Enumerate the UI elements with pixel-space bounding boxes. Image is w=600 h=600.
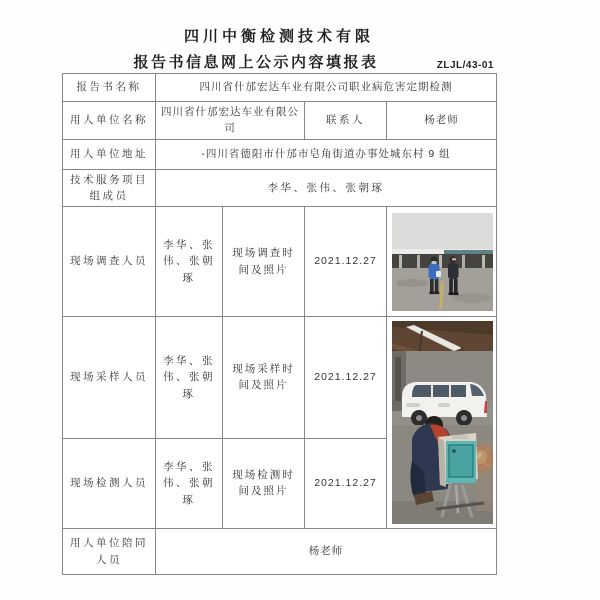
company-title: 四川中衡检测技术有限 <box>183 28 374 45</box>
sampling-testing-photo-cell <box>387 317 497 529</box>
sampling-members: 李华、张伟、张朝琢 <box>156 317 223 439</box>
project-team-label: 技术服务项目组成员 <box>63 169 156 207</box>
employer-name-value: 四川省什邡宏达车业有限公司 <box>156 102 305 140</box>
sampling-label: 现场采样人员 <box>63 317 156 439</box>
row-site-survey <box>63 207 497 317</box>
survey-members: 李华、张伟、张朝琢 <box>156 207 223 317</box>
escort-label: 用人单位陪同人员 <box>63 529 156 575</box>
survey-time-label: 现场调查时间及照片 <box>223 207 305 317</box>
employer-address-label: 用人单位地址 <box>63 139 156 169</box>
form-code: ZLJL/43-01 <box>436 59 494 71</box>
survey-photo-cell <box>387 207 497 317</box>
project-team-value: 李华、张伟、张朝琢 <box>156 169 497 207</box>
row-employer-name <box>63 102 497 140</box>
report-name-value: 四川省什邡宏达车业有限公司职业病危害定期检测 <box>156 74 497 102</box>
row-project-team <box>63 169 497 207</box>
employer-address-value: -四川省德阳市什邡市皂角街道办事处城东村 9 组 <box>156 139 497 169</box>
testing-label: 现场检测人员 <box>63 438 156 528</box>
testing-members: 李华、张伟、张朝琢 <box>156 438 223 528</box>
survey-date: 2021.12.27 <box>305 207 387 317</box>
document-title-block <box>62 26 496 72</box>
form-title: 报告书信息网上公示内容填报表 <box>133 53 379 71</box>
sampling-time-label: 现场采样时间及照片 <box>223 317 305 439</box>
workshop-sampling-photo <box>392 321 493 524</box>
row-site-sampling <box>63 317 497 439</box>
escort-value: 杨老师 <box>156 529 497 575</box>
contact-value: 杨老师 <box>387 102 497 140</box>
report-name-label: 报告书名称 <box>63 74 156 102</box>
sampling-date: 2021.12.27 <box>305 317 387 439</box>
row-escort <box>63 529 497 575</box>
testing-date: 2021.12.27 <box>305 438 387 528</box>
factory-yard-photo <box>392 213 493 311</box>
report-info-table <box>62 73 497 575</box>
contact-label: 联系人 <box>305 102 387 140</box>
survey-label: 现场调查人员 <box>63 207 156 317</box>
employer-name-label: 用人单位名称 <box>63 102 156 140</box>
row-employer-address <box>63 139 497 169</box>
testing-time-label: 现场检测时间及照片 <box>223 438 305 528</box>
row-report-name <box>63 74 497 102</box>
